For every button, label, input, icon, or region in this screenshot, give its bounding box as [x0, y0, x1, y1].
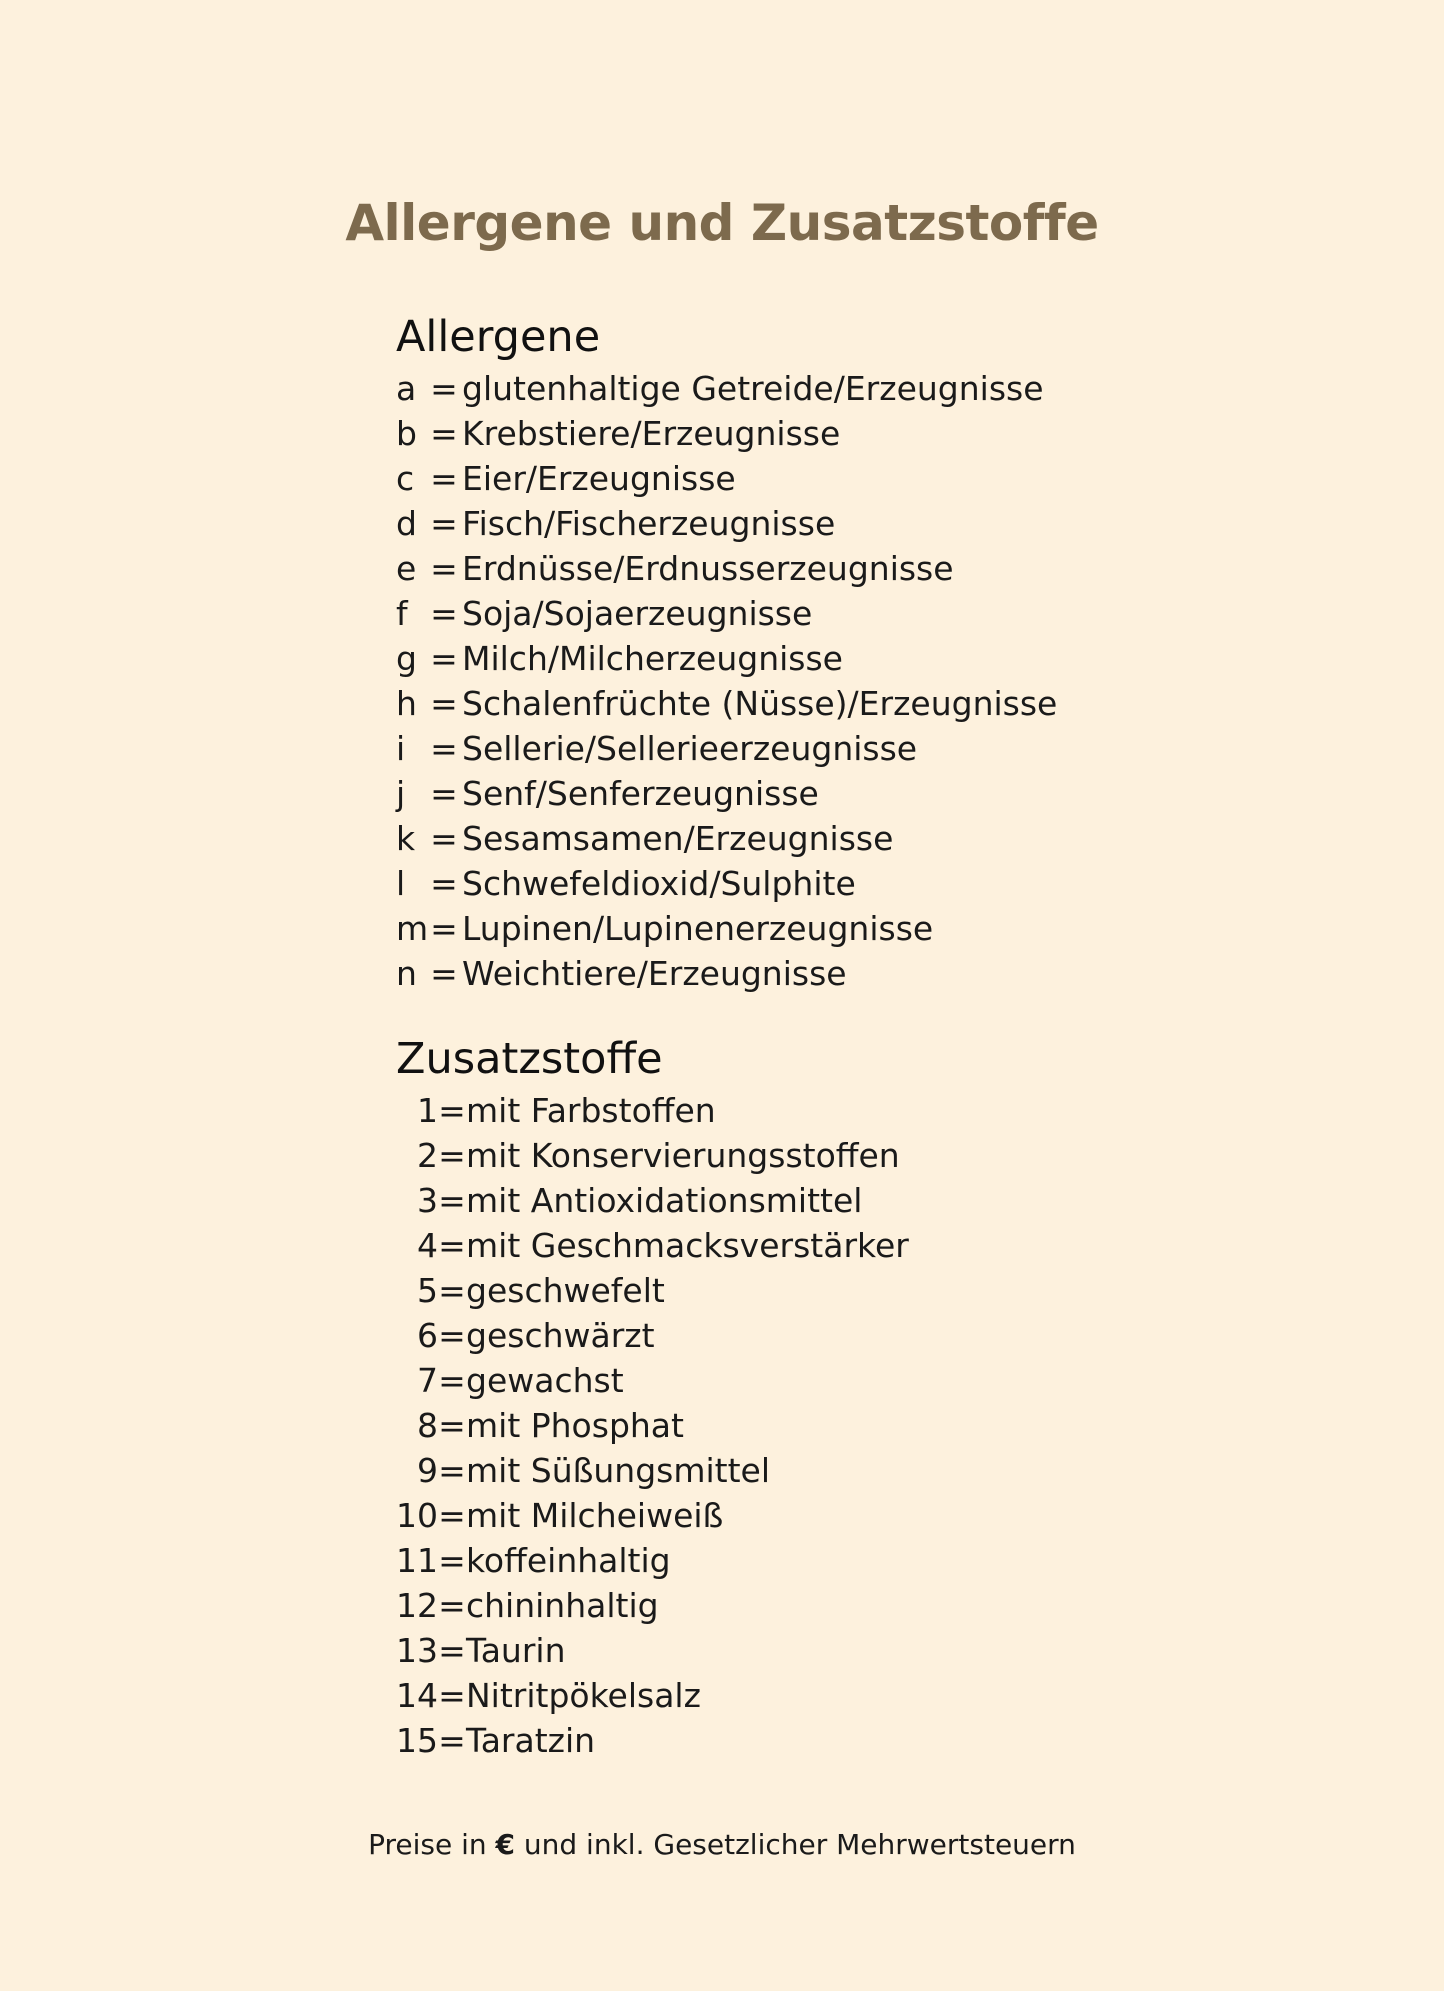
- price-note-suffix: und inkl. Gesetzlicher Mehrwertsteuern: [514, 1828, 1076, 1861]
- zusatz-code: 8: [417, 1406, 438, 1445]
- allergen-item: [396, 501, 1156, 546]
- zusatz-item: [396, 1358, 1156, 1403]
- equals-sign: =: [438, 1451, 466, 1490]
- allergen-label: Erdnüsse/Erdnusserzeugnisse: [462, 549, 954, 588]
- allergen-label: Fisch/Fischerzeugnisse: [462, 504, 836, 543]
- zusatz-label: mit Farbstoffen: [466, 1091, 716, 1130]
- equals-sign: =: [430, 954, 458, 993]
- allergen-code: f: [396, 594, 408, 633]
- allergen-label: Eier/Erzeugnisse: [462, 459, 736, 498]
- equals-sign: =: [430, 819, 458, 858]
- equals-sign: =: [430, 639, 458, 678]
- equals-sign: =: [438, 1406, 466, 1445]
- price-note-prefix: Preise in: [368, 1828, 496, 1861]
- zusatz-code: 14: [396, 1676, 438, 1715]
- equals-sign: =: [430, 459, 458, 498]
- zusatz-code: 3: [417, 1181, 438, 1220]
- equals-sign: =: [430, 729, 458, 768]
- allergen-item: [396, 636, 1156, 681]
- equals-sign: =: [430, 369, 458, 408]
- zusatz-code: 6: [417, 1316, 438, 1355]
- euro-symbol: €: [495, 1828, 515, 1861]
- equals-sign: =: [430, 504, 458, 543]
- zusatz-label: mit Phosphat: [466, 1406, 684, 1445]
- allergen-label: glutenhaltige Getreide/Erzeugnisse: [462, 369, 1044, 408]
- equals-sign: =: [430, 594, 458, 633]
- allergen-code: a: [396, 369, 417, 408]
- allergen-item: [396, 546, 1156, 591]
- allergen-label: Weichtiere/Erzeugnisse: [462, 954, 847, 993]
- allergen-item: [396, 591, 1156, 636]
- zusatz-code: 2: [417, 1136, 438, 1175]
- allergene-list: [396, 366, 1156, 996]
- zusatz-item: [396, 1133, 1156, 1178]
- equals-sign: =: [438, 1316, 466, 1355]
- equals-sign: =: [438, 1091, 466, 1130]
- equals-sign: =: [430, 549, 458, 588]
- zusatz-code: 5: [417, 1271, 438, 1310]
- page-title: Allergene und Zusatzstoffe: [345, 194, 1099, 252]
- equals-sign: =: [430, 414, 458, 453]
- allergen-item: [396, 366, 1156, 411]
- allergen-code: i: [396, 729, 406, 768]
- allergen-label: Senf/Senferzeugnisse: [462, 774, 819, 813]
- allergen-item: [396, 861, 1156, 906]
- allergen-item: [396, 906, 1156, 951]
- equals-sign: =: [438, 1181, 466, 1220]
- allergen-code: h: [396, 684, 417, 723]
- price-note: [0, 1825, 1444, 1865]
- allergen-label: Milch/Milcherzeugnisse: [462, 639, 843, 678]
- zusatz-item: [396, 1268, 1156, 1313]
- allergen-label: Schwefeldioxid/Sulphite: [462, 864, 856, 903]
- zusatz-item: [396, 1538, 1156, 1583]
- allergen-item: [396, 816, 1156, 861]
- equals-sign: =: [438, 1136, 466, 1175]
- zusatz-code: 10: [396, 1496, 438, 1535]
- equals-sign: =: [438, 1676, 466, 1715]
- allergen-code: k: [396, 819, 416, 858]
- zusatz-label: mit Süßungsmittel: [466, 1451, 771, 1490]
- equals-sign: =: [430, 909, 458, 948]
- allergen-label: Soja/Sojaerzeugnisse: [462, 594, 813, 633]
- zusatz-label: Nitritpökelsalz: [466, 1676, 701, 1715]
- allergen-code: d: [396, 504, 417, 543]
- zusatz-item: [396, 1718, 1156, 1763]
- zusatz-item: [396, 1493, 1156, 1538]
- zusatz-code: 13: [396, 1631, 438, 1670]
- zusatz-item: [396, 1178, 1156, 1223]
- zusatz-item: [396, 1223, 1156, 1268]
- allergen-label: Lupinen/Lupinenerzeugnisse: [462, 909, 934, 948]
- zusatz-code: 9: [417, 1451, 438, 1490]
- zusatz-code: 1: [417, 1091, 438, 1130]
- allergen-label: Schalenfrüchte (Nüsse)/Erzeugnisse: [462, 684, 1058, 723]
- allergen-item: [396, 951, 1156, 996]
- equals-sign: =: [438, 1631, 466, 1670]
- equals-sign: =: [438, 1721, 466, 1760]
- zusatz-item: [396, 1448, 1156, 1493]
- zusatz-label: geschwärzt: [466, 1316, 655, 1355]
- zusatz-label: mit Geschmacksverstärker: [466, 1226, 909, 1265]
- zusatz-label: Taurin: [466, 1631, 566, 1670]
- allergene-heading: Allergene: [396, 312, 601, 362]
- zusatz-item: [396, 1583, 1156, 1628]
- zusatz-label: gewachst: [466, 1361, 624, 1400]
- allergen-label: Krebstiere/Erzeugnisse: [462, 414, 841, 453]
- allergen-code: b: [396, 414, 417, 453]
- equals-sign: =: [430, 864, 458, 903]
- zusatz-label: koffeinhaltig: [466, 1541, 671, 1580]
- equals-sign: =: [430, 684, 458, 723]
- zusatz-item: [396, 1313, 1156, 1358]
- zusatzstoffe-section: [396, 1030, 1156, 1763]
- zusatz-label: Taratzin: [466, 1721, 596, 1760]
- allergen-code: m: [396, 909, 429, 948]
- allergen-item: [396, 726, 1156, 771]
- zusatz-code: 11: [396, 1541, 438, 1580]
- zusatz-item: [396, 1628, 1156, 1673]
- allergen-code: j: [396, 774, 406, 813]
- allergen-code: n: [396, 954, 417, 993]
- equals-sign: =: [438, 1226, 466, 1265]
- zusatz-code: 12: [396, 1586, 438, 1625]
- equals-sign: =: [438, 1361, 466, 1400]
- allergen-label: Sesamsamen/Erzeugnisse: [462, 819, 894, 858]
- zusatz-code: 4: [417, 1226, 438, 1265]
- zusatz-item: [396, 1403, 1156, 1448]
- allergen-item: [396, 456, 1156, 501]
- zusatz-item: [396, 1088, 1156, 1133]
- allergen-code: g: [396, 639, 417, 678]
- allergen-item: [396, 411, 1156, 456]
- equals-sign: =: [438, 1541, 466, 1580]
- zusatz-item: [396, 1673, 1156, 1718]
- allergen-code: l: [396, 864, 406, 903]
- equals-sign: =: [438, 1271, 466, 1310]
- zusatzstoffe-heading: Zusatzstoffe: [396, 1034, 663, 1084]
- zusatz-code: 15: [396, 1721, 438, 1760]
- zusatzstoffe-list: [396, 1088, 1156, 1763]
- equals-sign: =: [438, 1496, 466, 1535]
- zusatz-code: 7: [417, 1361, 438, 1400]
- zusatz-label: chininhaltig: [466, 1586, 659, 1625]
- allergen-item: [396, 681, 1156, 726]
- allergene-section: [396, 308, 1156, 996]
- allergen-label: Sellerie/Sellerieerzeugnisse: [462, 729, 918, 768]
- zusatz-label: geschwefelt: [466, 1271, 665, 1310]
- allergen-code: c: [396, 459, 415, 498]
- equals-sign: =: [438, 1586, 466, 1625]
- zusatz-label: mit Milcheiweiß: [466, 1496, 724, 1535]
- allergen-code: e: [396, 549, 417, 588]
- equals-sign: =: [430, 774, 458, 813]
- allergen-item: [396, 771, 1156, 816]
- zusatz-label: mit Antioxidationsmittel: [466, 1181, 863, 1220]
- zusatz-label: mit Konservierungsstoffen: [466, 1136, 900, 1175]
